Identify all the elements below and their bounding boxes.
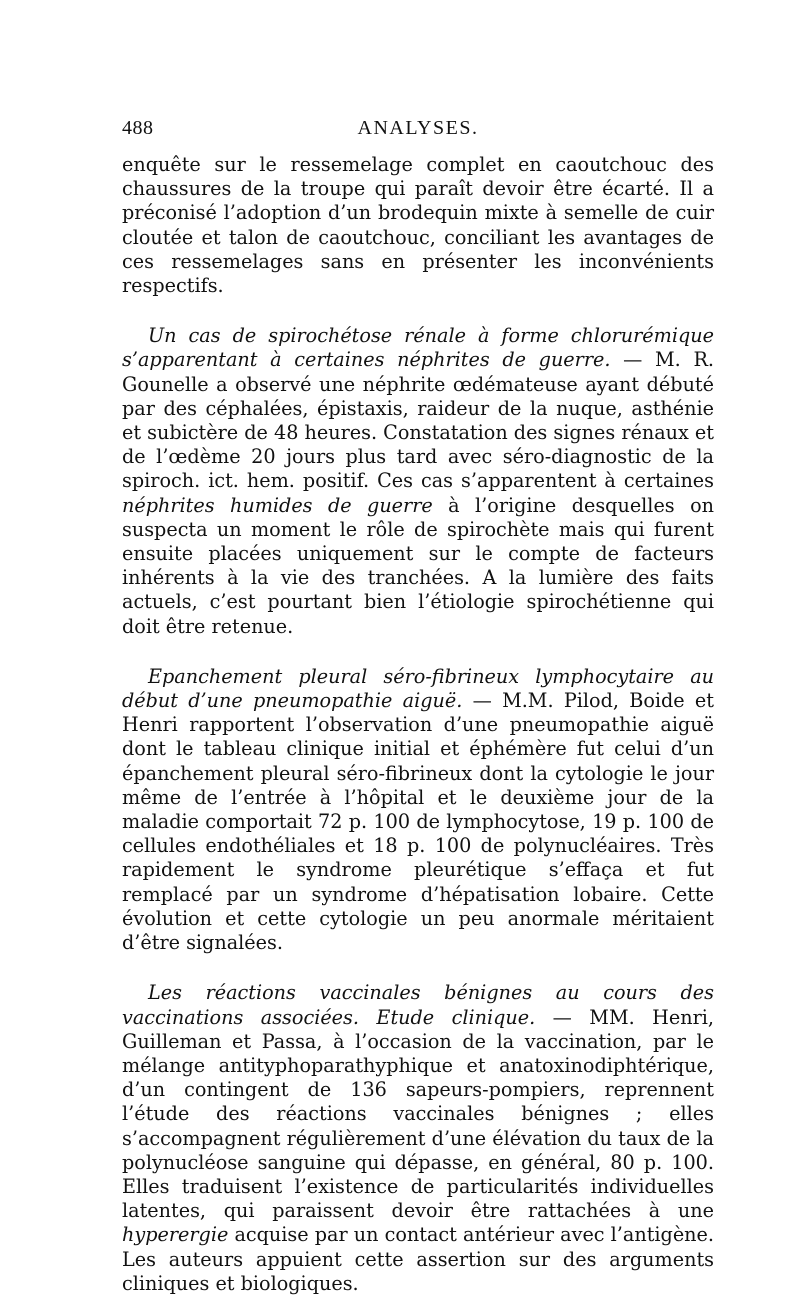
article-italic-phrase: néphrites humides de guerre xyxy=(122,493,433,517)
page-body xyxy=(122,153,714,1296)
article-italic-phrase: hyperergie xyxy=(122,1223,229,1247)
article-text: — MM. Henri, Guilleman et Passa, à l’occasion de la vaccination, par le mélange antityphoparathyphique et anatoxinodiphtérique, d’un contingent de 136 sapeurs-pompiers, reprennent l’étude des réactions vaccinales bénignes ; elles s’accompagnent régulièrement d’une élévation du taux de la polynucléose sanguine qui dépasse, en général, 80 p. 100. Elles traduisent l’existence de particularités individuelles latentes, qui paraissent devoir être rattachées à une xyxy=(122,1005,715,1223)
article-paragraph xyxy=(122,665,714,955)
article-text: — M.M. Pilod, Boide et Henri rapportent l’observation d’une pneumopathie aiguë dont le tableau clinique initial et éphémère fut celui d’un épanchement pleural séro-fibrineux dont la cytologie le jour même de l’entrée à l’hôpital et le deuxième jour de la maladie comportait 72 p. 100 de lymphocytose, 19 p. 100 de cellules endothéliales et 18 p. 100 de polynucléaires. Très rapidement le syndrome pleurétique s’effaça et fut remplacé par un syndrome d’hépatisation lobaire. Cette évolution et cette cytologie un peu anormale méritaient d’être signalées. xyxy=(122,689,714,955)
article-text: à l’origine desquelles on suspecta un moment le rôle de spirochète mais qui furent ensuite placées uniquement sur le compte de facteurs inhérents à la vie des tranchées. A la lumière des faits actuels, c’est pourtant bien l’étiologie spirochétienne qui doit être retenue. xyxy=(122,493,714,638)
book-page xyxy=(122,0,715,1295)
article-text: acquise par un contact antérieur avec l’antigène. Les auteurs appuient cette assertion sur des arguments cliniques et biologiques. xyxy=(122,1223,714,1295)
running-head: ANALYSES. xyxy=(357,117,479,139)
page-number: 488 xyxy=(122,117,154,139)
article-title: Epanchement pleural séro-fibrineux lymphocytaire au début d’une pneumopathie aiguë. xyxy=(122,664,714,713)
continuation-paragraph: enquête sur le ressemelage complet en caoutchouc des chaussures de la troupe qui paraît devoir être écarté. Il a préconisé l’adoption d’un brodequin mixte à semelle de cuir cloutée et talon de caoutchouc, conciliant les avantages de ces ressemelages sans en présenter les inconvénients respectifs. xyxy=(122,153,714,298)
article-text: — M. R. Gounelle a observé une néphrite œdémateuse ayant débuté par des céphalées, épistaxis, raideur de la nuque, asthénie et subictère de 48 heures. Constatation des signes rénaux et de l’œdème 20 jours plus tard avec séro-diagnostic de la spiroch. ict. hem. positif. Ces cas s’apparentent à certaines xyxy=(122,348,714,493)
article-title: Les réactions vaccinales bénignes au cours des vaccinations associées. Etude clinique. xyxy=(122,981,714,1029)
page-header xyxy=(122,117,714,143)
article-title: Un cas de spirochétose rénale à forme chlorurémique s’apparentant à certaines néphrites de guerre. xyxy=(122,324,714,372)
article-paragraph xyxy=(122,981,714,1296)
article-paragraph xyxy=(122,324,714,639)
